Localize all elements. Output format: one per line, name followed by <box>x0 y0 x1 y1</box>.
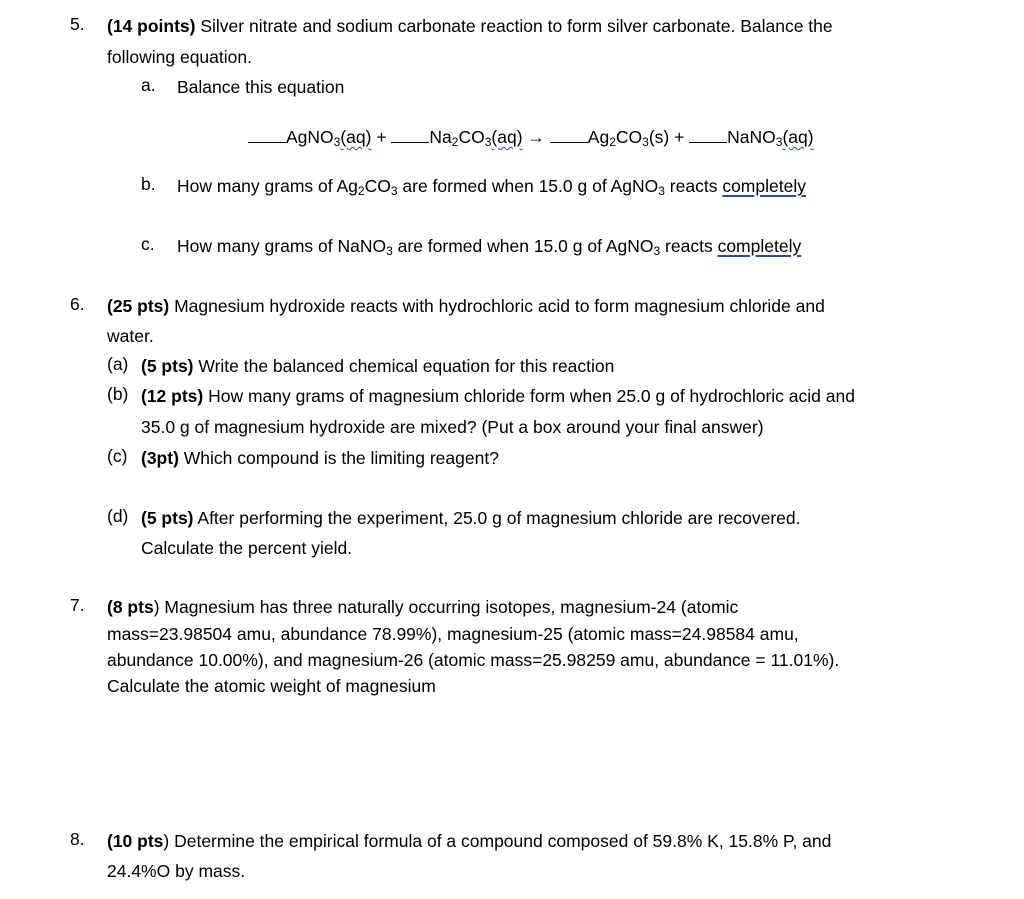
q6c-label: (c) <box>107 446 128 466</box>
coefficient-blank-1[interactable] <box>248 128 286 143</box>
q5-text-line1: (14 points) Silver nitrate and sodium carbonate reaction to form silver carbonate. Balance the <box>107 16 833 36</box>
q6a-text: (5 pts) Write the balanced chemical equation for this reaction <box>141 356 615 376</box>
q8-text-line2: 24.4%O by mass. <box>107 861 246 881</box>
q7-text-line3: abundance 10.00%), and magnesium-26 (atomic mass=25.98259 amu, abundance = 11.01%). <box>107 650 840 670</box>
q8-text-line1: (10 pts) Determine the empirical formula of a compound composed of 59.8% K, 15.8% P, and <box>107 831 832 851</box>
q8-points: (10 pts <box>107 831 164 851</box>
q6c-text: (3pt) Which compound is the limiting reagent? <box>141 448 499 468</box>
q7-text-line4: Calculate the atomic weight of magnesium <box>107 676 436 696</box>
q6-text-line2: water. <box>107 326 154 346</box>
reaction-arrow-icon: → <box>522 127 550 147</box>
q5-number: 5. <box>70 14 85 34</box>
q5-points: (14 points) <box>107 16 196 36</box>
q6d-text-line1: (5 pts) After performing the experiment, 25.0 g of magnesium chloride are recovered. <box>141 508 801 528</box>
q7-points: (8 pts <box>107 597 154 617</box>
q6-number: 6. <box>70 294 85 314</box>
q5b-text: How many grams of $Ag_2CO_3$ are formed when 15.0 g of AgNO$_3$ reacts completely <box>177 176 806 198</box>
q6-points: (25 pts) <box>107 296 170 316</box>
q6d-label: (d) <box>107 506 129 526</box>
q6-text-line1: (25 pts) Magnesium hydroxide reacts with hydrochloric acid to form magnesium chloride and <box>107 296 825 316</box>
q7-text-line2: mass=23.98504 amu, abundance 78.99%), magnesium-25 (atomic mass=24.98584 amu, <box>107 624 799 644</box>
q5a-text: Balance this equation <box>177 77 345 97</box>
q6b-label: (b) <box>107 384 129 404</box>
q8-number: 8. <box>70 829 85 849</box>
q5c-text: How many grams of NaNO$_3$ are formed when 15.0 g of AgNO$_3$ reacts completely <box>177 236 802 258</box>
q6d-text-line2: Calculate the percent yield. <box>141 538 353 558</box>
q6b-text-line2: 35.0 g of magnesium hydroxide are mixed? (Put a box around your final answer) <box>141 417 764 437</box>
q5c-label: c. <box>141 234 155 254</box>
q6a-label: (a) <box>107 354 129 374</box>
q7-number: 7. <box>70 595 85 615</box>
q5b-label: b. <box>141 174 156 194</box>
coefficient-blank-4[interactable] <box>689 128 727 143</box>
q7-text-line1: (8 pts) Magnesium has three naturally occurring isotopes, magnesium-24 (atomic <box>107 597 739 617</box>
coefficient-blank-2[interactable] <box>391 128 429 143</box>
q5-text-line2: following equation. <box>107 47 252 67</box>
q5a-label: a. <box>141 75 156 95</box>
q5-equation: AgNO$_3$(aq) + $Na_2CO_3(aq) \to Ag_2CO_3(s)$ + NaNO$_3$(aq) <box>248 125 814 149</box>
q6b-text-line1: (12 pts) How many grams of magnesium chloride form when 25.0 g of hydrochloric acid and <box>141 386 855 406</box>
coefficient-blank-3[interactable] <box>550 128 588 143</box>
